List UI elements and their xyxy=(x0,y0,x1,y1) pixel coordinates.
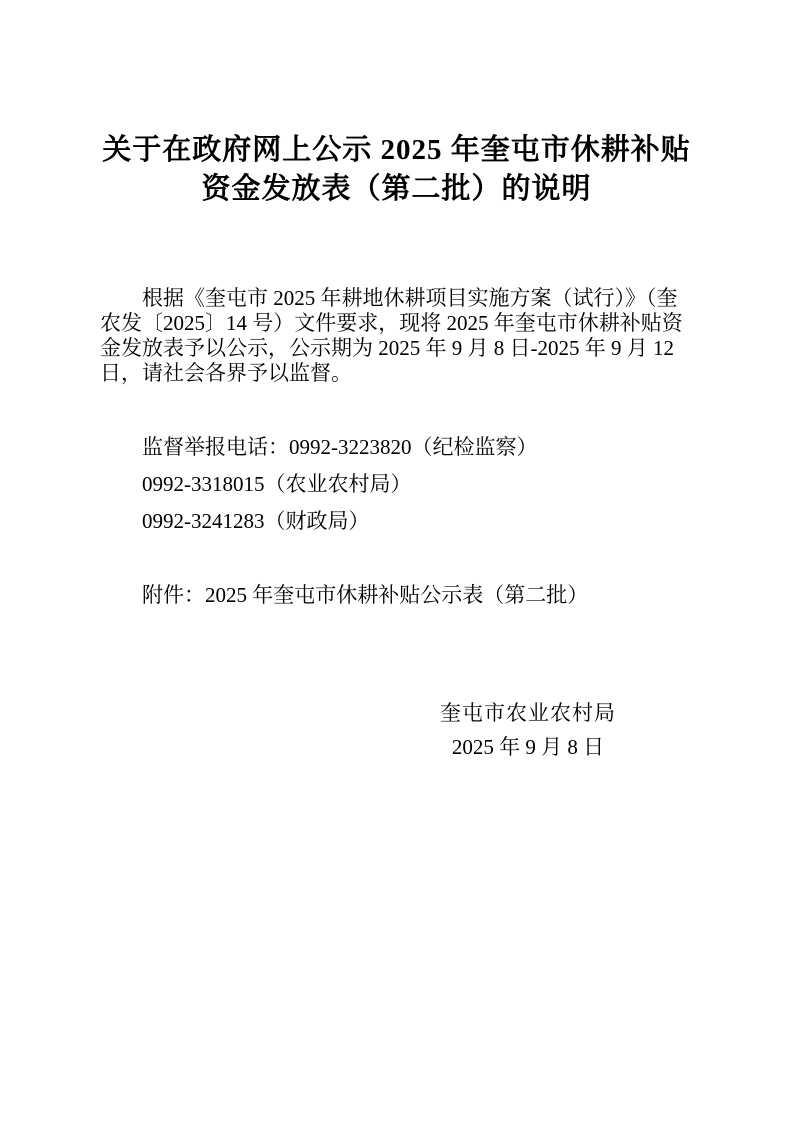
contact-line-finance-bureau: 0992-3241283（财政局） xyxy=(142,509,370,533)
paragraph-line-3: 金发放表予以公示，公示期为 2025 年 9 月 8 日-2025 年 9 月 12 xyxy=(100,336,674,360)
paragraph-line-2: 农发〔2025〕14 号）文件要求，现将 2025 年奎屯市休耕补贴资 xyxy=(100,311,683,335)
document-title xyxy=(0,131,793,209)
contact-phone-list xyxy=(100,429,700,540)
paragraph-line-1: 根据《奎屯市 2025 年耕地休耕项目实施方案（试行）》（奎 xyxy=(142,286,678,310)
attachment-line: 附件：2025 年奎屯市休耕补贴公示表（第二批） xyxy=(142,583,589,607)
contact-line-agriculture-bureau: 0992-3318015（农业农村局） xyxy=(142,472,412,496)
title-line-2: 资金发放表（第二批）的说明 xyxy=(201,173,592,205)
contact-line-discipline-inspection: 监督举报电话：0992-3223820（纪检监察） xyxy=(142,435,538,459)
signature-date: 2025 年 9 月 8 日 xyxy=(451,735,605,759)
signature-block xyxy=(418,696,638,764)
body-paragraph xyxy=(100,286,700,386)
signature-org: 奎屯市农业农村局 xyxy=(440,701,616,725)
paragraph-line-4: 日，请社会各界予以监督。 xyxy=(100,361,352,385)
title-line-1: 关于在政府网上公示 2025 年奎屯市休耕补贴 xyxy=(102,134,691,166)
